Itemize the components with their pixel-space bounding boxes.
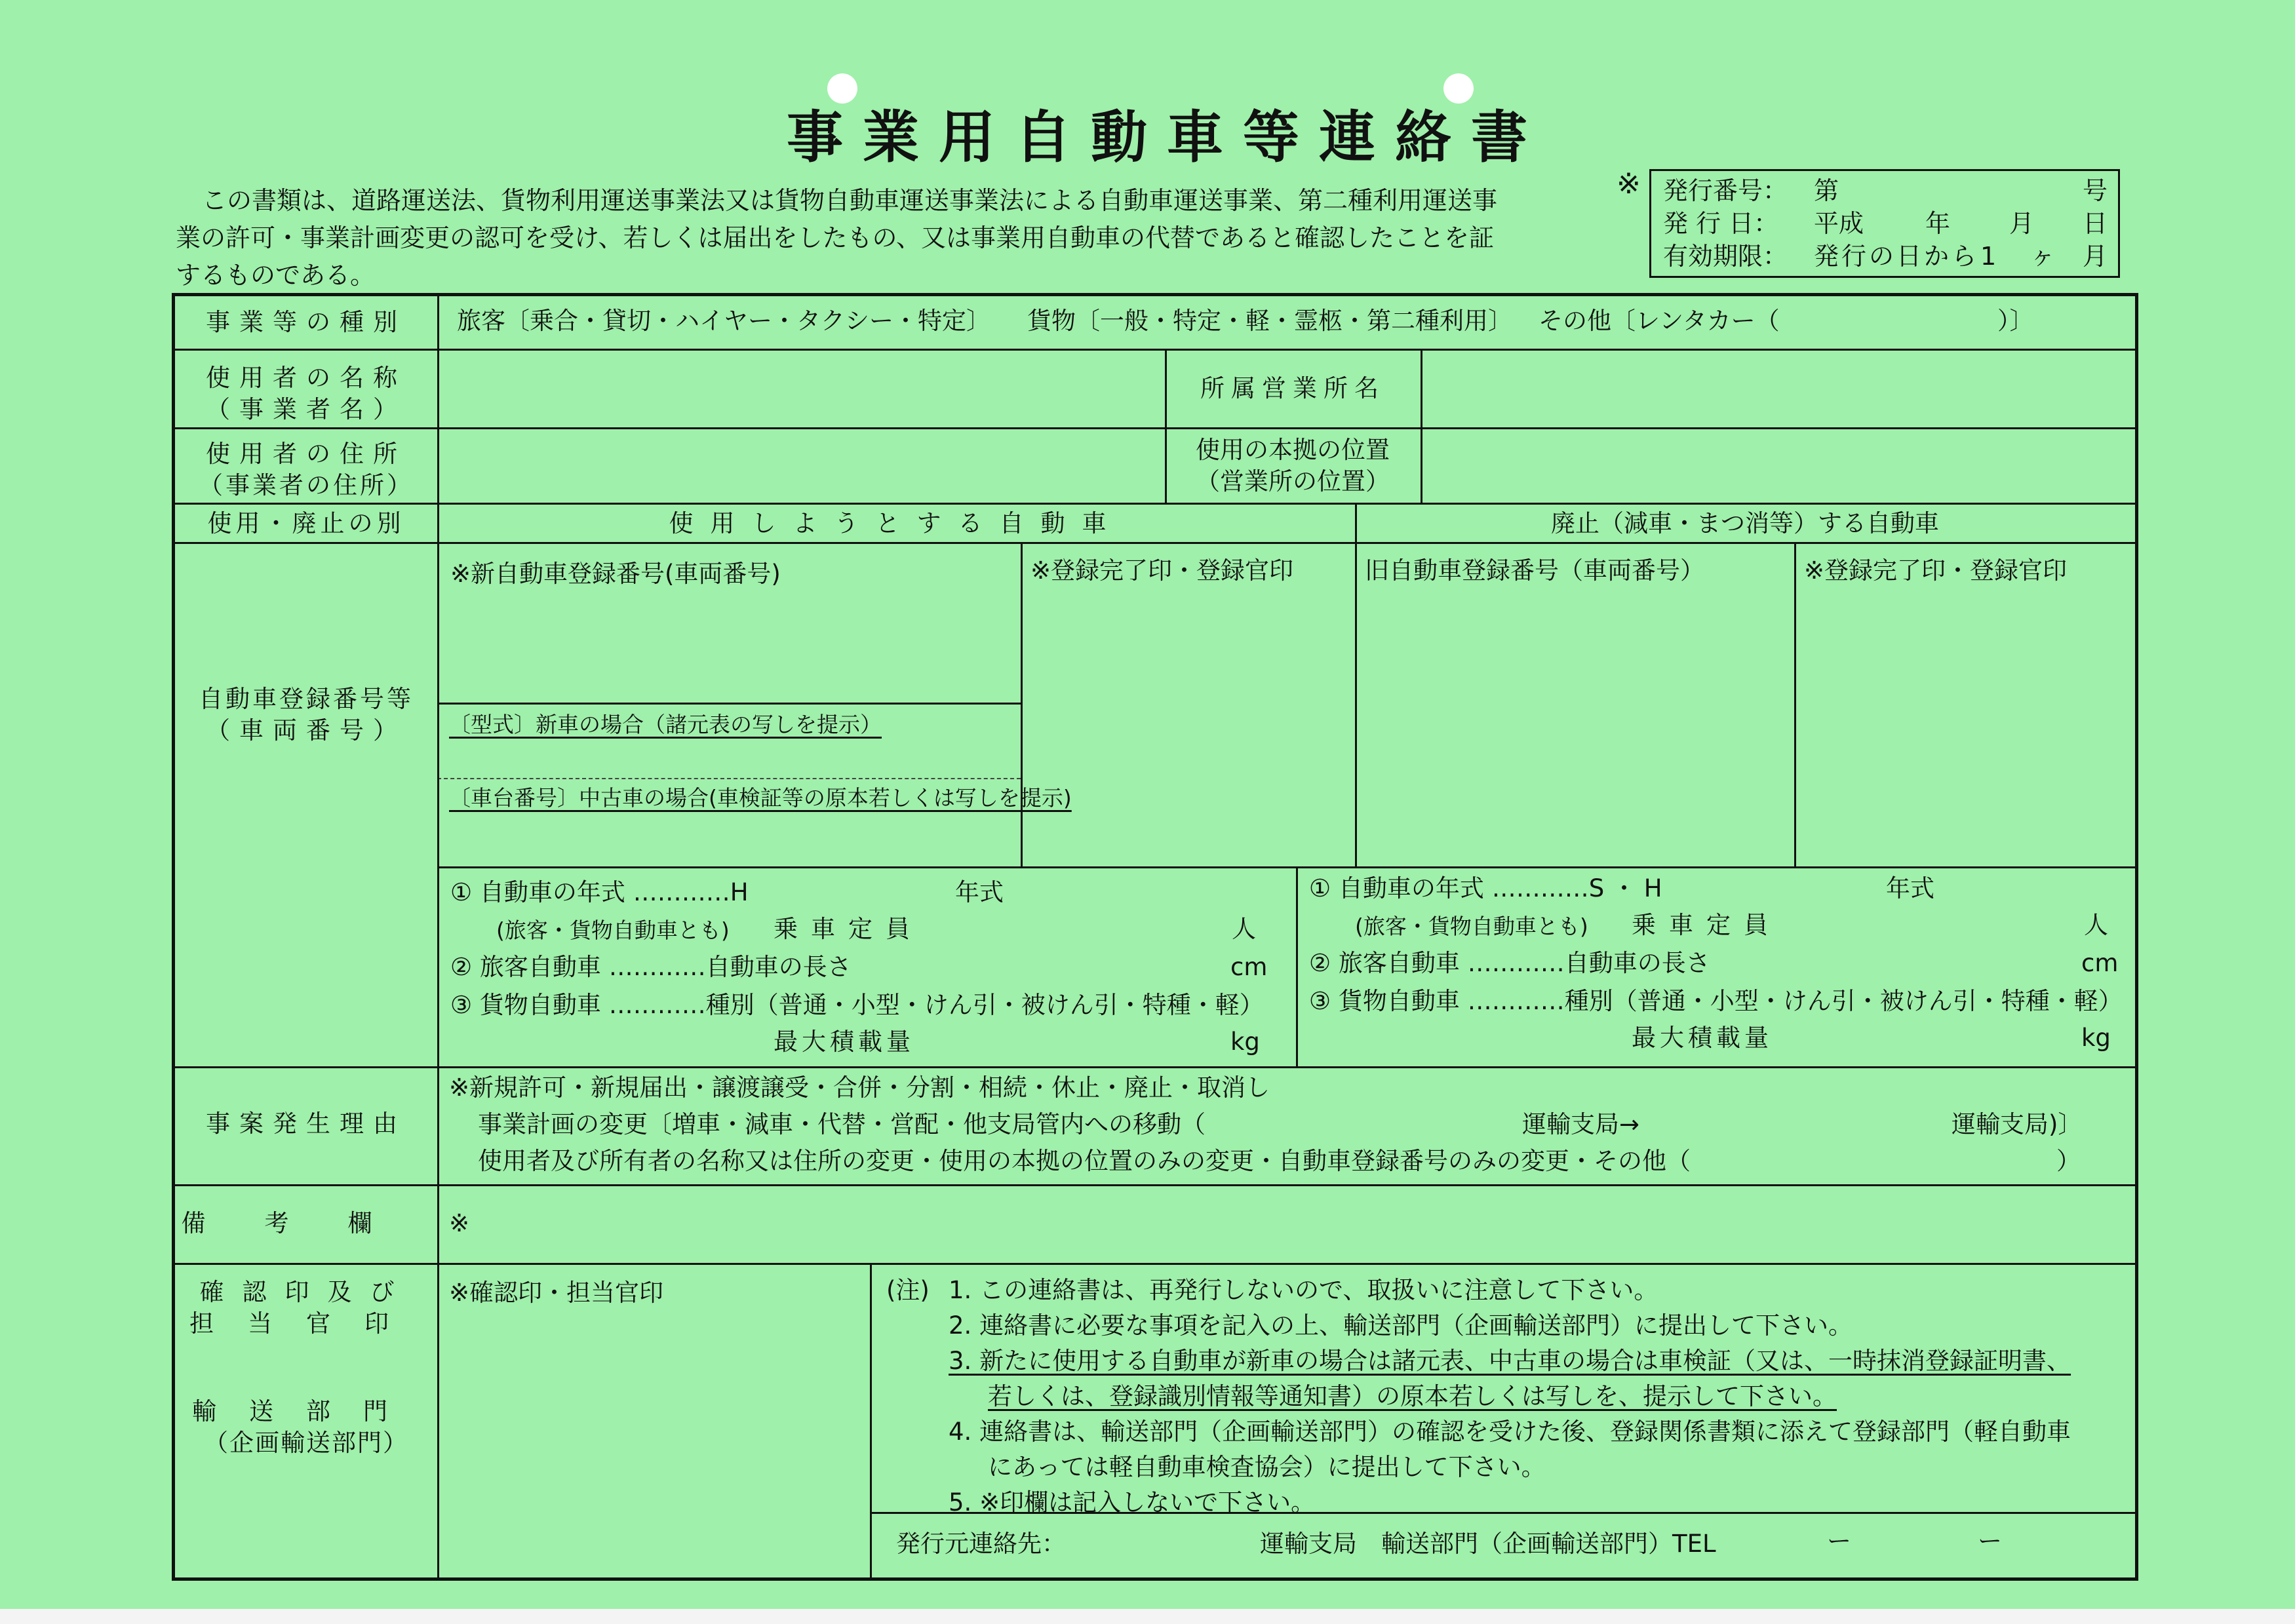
use-length-unit: cm	[1230, 953, 1268, 981]
use-year-suffix: 年式	[955, 878, 1004, 906]
office-field[interactable]	[1427, 353, 2128, 423]
validity-unit: ヶ	[2030, 242, 2056, 271]
intro-line: 業の許可・事業計画変更の認可を受け、若しくは届出をしたもの、又は事業用自動車の代替であると確認したことを証	[176, 223, 1494, 252]
validity-number: 1	[1980, 242, 1997, 271]
sheet-edge	[0, 1609, 2295, 1624]
use-max-load-label: 最大積載量	[774, 1028, 914, 1056]
business-type-passenger[interactable]: 旅客〔乗合・貸切・ハイヤー・タクシー・特定〕	[457, 307, 991, 335]
row-divider	[175, 427, 2135, 429]
issue-date-era: 平成	[1814, 209, 1864, 238]
label-column-divider	[437, 296, 439, 1577]
note-item-5: 5. ※印欄は記入しないで下さい。	[949, 1488, 1316, 1517]
use-load-unit: kg	[1230, 1028, 1260, 1056]
issue-number-go: 号	[2083, 176, 2108, 205]
label-reg-number-sub: （車両番号）	[206, 716, 406, 744]
abolish-cargo-car: ③ 貨物自動車 …………種別（普通・小型・けん引・被けん引・特種・軽）	[1309, 987, 2123, 1015]
type-new-car-note: 〔型式〕新車の場合（諸元表の写しを提示）	[449, 712, 882, 737]
label-officer-seal: 担当官印	[189, 1309, 423, 1338]
issue-number-row	[1663, 175, 2109, 206]
chassis-used-car-note: 〔車台番号〕中古車の場合(車検証等の原本若しくは写しを提示)	[449, 785, 1072, 811]
row-divider	[175, 542, 2135, 544]
label-reason: 事案発生理由	[206, 1110, 406, 1138]
note-item-1: 1. この連絡書は、再発行しないので、取扱いに注意して下さい。	[949, 1276, 1658, 1304]
abolish-year-model: ① 自動車の年式 …………S ・ H	[1309, 874, 1662, 902]
confirm-seal-box-label: ※確認印・担当官印	[449, 1279, 664, 1307]
remarks-field[interactable]	[483, 1189, 2128, 1258]
abolish-capacity-label: 乗車定員	[1632, 911, 1781, 939]
contact-tel-dash-2: ー	[1978, 1527, 2002, 1555]
label-base-location: 使用の本拠の位置	[1196, 436, 1390, 464]
business-type-other-close: ）〕	[1997, 307, 2034, 335]
use-passenger-car: ② 旅客自動車 …………自動車の長さ	[450, 953, 852, 981]
label-base-location-sub: （営業所の位置）	[1196, 467, 1390, 495]
label-use-or-abolish: 使用・廃止の別	[207, 509, 405, 537]
label-user-address-sub: （事業者の住所）	[199, 471, 414, 499]
remarks-mark: ※	[449, 1209, 470, 1237]
abolish-year-suffix: 年式	[1886, 874, 1934, 902]
contact-body: 運輸支局 輸送部門（企画輸送部門）TEL	[1260, 1530, 1716, 1558]
row-divider	[175, 1066, 2135, 1068]
reason-line-3: 使用者及び所有者の名称又は住所の変更・使用の本拠の位置のみの変更・自動車登録番号のみの変更・その他（	[478, 1147, 1691, 1175]
issue-date-day: 日	[2083, 209, 2108, 238]
contact-label: 発行元連絡先：	[896, 1530, 1066, 1558]
use-capacity-unit: 人	[1232, 915, 1256, 943]
use-reg-stamp-label: ※登録完了印・登録官印	[1030, 556, 1294, 585]
column-divider	[1296, 866, 1298, 1066]
validity-label: 有効期限：	[1663, 242, 1788, 271]
column-divider	[1794, 542, 1796, 866]
row-divider-dashed	[437, 778, 1021, 779]
use-year-model: ① 自動車の年式 …………H	[450, 878, 749, 906]
notes-label: (注)	[886, 1276, 930, 1304]
issue-number-field[interactable]	[1847, 175, 2069, 206]
abolish-passenger-car: ② 旅客自動車 …………自動車の長さ	[1309, 949, 1710, 977]
abolish-reg-stamp-label: ※登録完了印・登録官印	[1804, 556, 2068, 585]
note-item-2: 2. 連絡書に必要な事項を記入の上、輸送部門（企画輸送部門）に提出して下さい。	[949, 1311, 1853, 1340]
row-divider	[175, 1263, 2135, 1265]
label-user-address: 使用者の住所	[206, 440, 406, 468]
use-cargo-car: ③ 貨物自動車 …………種別（普通・小型・けん引・被けん引・特種・軽）	[450, 991, 1264, 1019]
use-capacity-label: 乗車定員	[774, 915, 923, 943]
abolish-length-unit: cm	[2081, 949, 2119, 977]
label-remarks: 備考欄	[181, 1209, 431, 1237]
user-address-field[interactable]	[444, 431, 1158, 499]
intro-line: この書類は、道路運送法、貨物利用運送事業法又は貨物自動車運送事業法による自動車運送事業、第二種利用運送事	[202, 186, 1498, 215]
issue-date-month: 月	[2009, 209, 2035, 238]
issue-number-dai: 第	[1814, 176, 1839, 205]
note-item-3: 3. 新たに使用する自動車が新車の場合は諸元表、中古車の場合は車検証（又は、一時抹消登録証明書、	[949, 1347, 2071, 1375]
row-divider	[437, 703, 1021, 705]
reason-line-2-end: 運輸支局)〕	[1952, 1110, 2083, 1138]
validity-text: 発行の日から	[1814, 242, 1980, 271]
label-user-name: 使用者の名称	[206, 364, 406, 392]
intro-text	[176, 182, 1585, 294]
validity-row	[1663, 241, 2109, 272]
row-divider	[175, 349, 2135, 351]
abolish-section-heading: 廃止（減車・まつ消等）する自動車	[1551, 509, 1939, 537]
column-divider	[870, 1263, 872, 1577]
column-divider	[1421, 349, 1422, 503]
issue-date-year: 年	[1925, 209, 1951, 238]
base-location-field[interactable]	[1427, 431, 2128, 499]
label-reg-number: 自動車登録番号等	[199, 685, 414, 713]
note-item-4-cont: にあっては軽自動車検査協会）に提出して下さい。	[988, 1453, 1546, 1481]
business-type-other[interactable]: その他〔レンタカー（	[1539, 307, 1780, 335]
abolish-both-note: (旅客・貨物自動車とも)	[1355, 914, 1588, 939]
note-item-4: 4. 連絡書は、輸送部門（企画輸送部門）の確認を受けた後、登録関係書類に添えて登録部門（軽自動車	[949, 1418, 2071, 1446]
user-name-field[interactable]	[444, 353, 1158, 423]
kome-mark: ※	[1617, 167, 1641, 201]
reason-line-2: 事業計画の変更〔増車・減車・代替・営配・他支局管内への移動（	[478, 1110, 1206, 1138]
column-divider	[1021, 542, 1023, 866]
column-divider	[1355, 503, 1357, 866]
abolish-max-load-label: 最大積載量	[1632, 1024, 1773, 1052]
reason-line-1: ※新規許可・新規届出・譲渡譲受・合併・分割・相続・休止・廃止・取消し	[449, 1073, 1270, 1102]
row-divider	[437, 866, 2135, 868]
label-office: 所属営業所名	[1200, 374, 1385, 402]
intro-line: するものである。	[176, 261, 376, 290]
contact-tel-dash-1: ー	[1827, 1527, 1851, 1555]
label-transport-dept: 輸送部門	[192, 1397, 420, 1425]
issue-date-row	[1663, 208, 2109, 239]
form-table	[172, 293, 2138, 1581]
reason-line-3-end: ）	[2056, 1147, 2081, 1175]
business-type-cargo[interactable]: 貨物〔一般・特定・軽・霊柩・第二種利用〕	[1027, 307, 1512, 335]
abolish-load-unit: kg	[2081, 1024, 2111, 1052]
label-confirm-seal: 確認印及び	[199, 1278, 413, 1306]
old-reg-number-label: 旧自動車登録番号（車両番号）	[1365, 556, 1704, 585]
row-divider	[175, 1184, 2135, 1186]
reason-line-2-mid: 運輸支局→	[1522, 1110, 1640, 1138]
label-transport-dept-sub: （企画輸送部門）	[204, 1429, 408, 1457]
new-reg-number-label: ※新自動車登録番号(車両番号)	[450, 560, 781, 588]
issue-number-label: 発行番号：	[1663, 176, 1788, 205]
use-section-heading: 使用しようとする自動車	[669, 509, 1124, 537]
label-user-name-sub: （事業者名）	[206, 395, 406, 423]
issue-box	[1649, 169, 2120, 278]
note-item-3-cont: 若しくは、登録識別情報等通知書）の原本若しくは写しを、提示して下さい。	[988, 1382, 1837, 1410]
validity-month: 月	[2083, 242, 2108, 271]
use-both-note: (旅客・貨物自動車とも)	[496, 918, 730, 943]
form-title: 事業用自動車等連絡書	[787, 105, 1547, 170]
label-business-type: 事業等の種別	[206, 308, 406, 336]
row-divider	[175, 503, 2135, 505]
abolish-capacity-unit: 人	[2084, 911, 2108, 939]
issue-date-label: 発 行 日：	[1663, 209, 1779, 238]
